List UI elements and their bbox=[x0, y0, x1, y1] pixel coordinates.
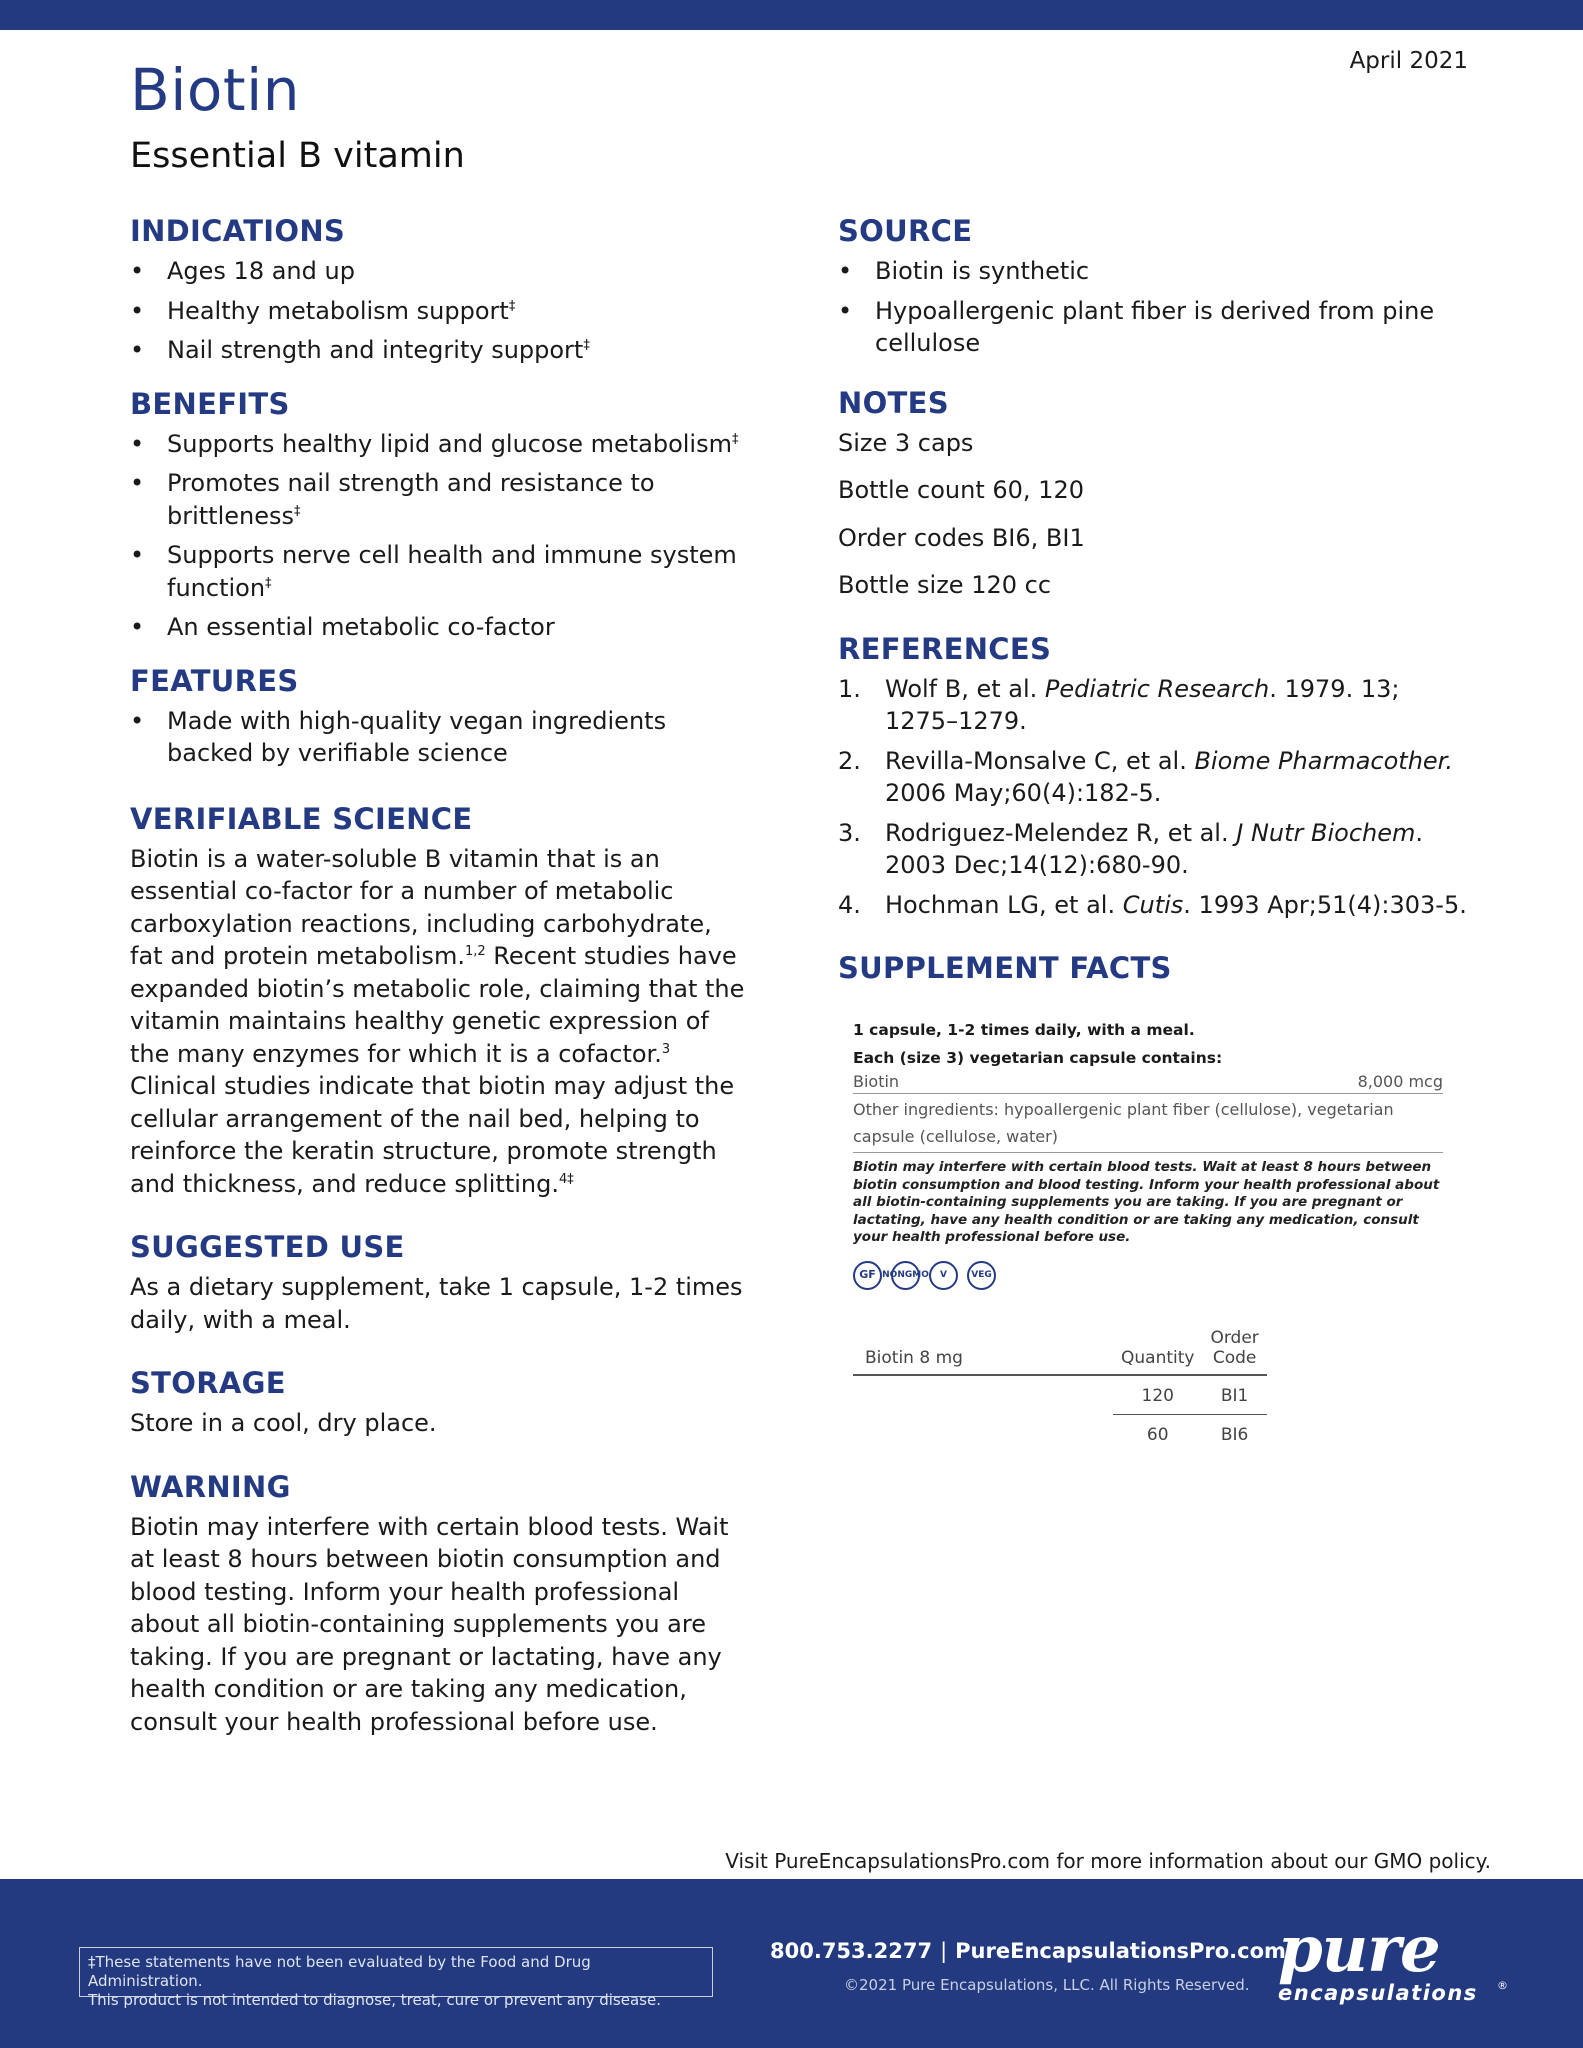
table-row bbox=[853, 1375, 1267, 1415]
list-item: • Promotes nail strength and resistance to brittleness‡ bbox=[130, 467, 748, 532]
product-subtitle: Essential B vitamin bbox=[130, 136, 465, 176]
list-item: • Ages 18 and up bbox=[130, 255, 748, 288]
contact-line: 800.753.2277 | PureEncapsulationsPro.com bbox=[770, 1939, 1286, 1963]
storage-section bbox=[130, 1366, 748, 1440]
table-row bbox=[853, 1414, 1267, 1453]
order-code-table bbox=[853, 1326, 1267, 1453]
warning-text: Biotin may interfere with certain blood tests. Wait at least 8 hours between biotin consumption and blood testing. Inform your health professional about all biotin-containing supplements you are taking. If you are pregnant or lactating, have any health condition or are taking any medication, consult your health professional before use. bbox=[130, 1512, 729, 1736]
certification-badges bbox=[853, 1261, 1443, 1290]
reference-item: 3. Rodriguez-Melendez R, et al. J Nutr Biochem. 2003 Dec;14(12):680-90. bbox=[838, 818, 1424, 879]
reference-item: 2. Revilla-Monsalve C, et al. Biome Pharmacother. 2006 May;60(4):182-5. bbox=[838, 746, 1453, 807]
ingredient-name: Biotin bbox=[853, 1072, 900, 1091]
list-item: • Supports nerve cell health and immune system function‡ bbox=[130, 539, 748, 604]
notes-section bbox=[838, 386, 1468, 602]
logo-wordmark-top: pure bbox=[1278, 1912, 1440, 1987]
notes-line: Bottle size 120 cc bbox=[838, 571, 1052, 599]
storage-text: Store in a cool, dry place. bbox=[130, 1409, 437, 1437]
gmo-policy-note: Visit PureEncapsulationsPro.com for more information about our GMO policy. bbox=[725, 1849, 1491, 1873]
capsule-contents-label: Each (size 3) vegetarian capsule contains: bbox=[853, 1049, 1223, 1067]
list-item: • An essential metabolic co-factor bbox=[130, 611, 748, 644]
verifiable-science-text: Biotin is a water-soluble B vitamin that is an essential co-factor for a number of metabolic carboxylation reactions, including carbohydrate, fat and protein metabolism.$^{1,2}$ Recent studies have expanded biotin’s metabolic role, claiming that the vitamin maintains healthy genetic expression of the many enzymes for which it is a cofactor.$^3$ Clinical studies indicate that biotin may adjust the cellular arrangement of the nail bed, helping to reinforce the keratin structure, promote strength and thickness, and reduce splitting.$^{4\ddagger}$ bbox=[130, 844, 745, 1198]
source-list bbox=[838, 255, 1468, 360]
top-brand-bar bbox=[0, 0, 1583, 30]
registered-mark: ® bbox=[1497, 1979, 1508, 1992]
quantity-cell: 120 bbox=[1113, 1375, 1202, 1415]
order-code-cell: BI6 bbox=[1220, 1424, 1249, 1445]
verifiable-science-section bbox=[130, 802, 748, 1201]
notes-line: Size 3 caps bbox=[838, 428, 974, 457]
right-column bbox=[838, 214, 1468, 1473]
list-item: • Hypoallergenic plant fiber is derived from pine cellulose bbox=[838, 295, 1468, 360]
vegetarian-icon: V bbox=[929, 1261, 958, 1290]
ingredient-row bbox=[853, 1070, 1443, 1094]
benefits-list bbox=[130, 428, 748, 644]
list-item: • Made with high-quality vegan ingredients backed by verifiable science bbox=[130, 705, 748, 770]
ingredient-amount: 8,000 mcg bbox=[1357, 1072, 1443, 1091]
supplement-facts-heading: SUPPLEMENT FACTS bbox=[838, 951, 1172, 985]
verifiable-science-heading: VERIFIABLE SCIENCE bbox=[130, 801, 473, 836]
benefits-section bbox=[130, 387, 748, 644]
reference-item: 1. Wolf B, et al. Pediatric Research. 1979. 13; 1275–1279. bbox=[838, 674, 1400, 735]
logo-wordmark-bottom: encapsulations bbox=[1278, 1981, 1478, 2005]
references-list bbox=[838, 673, 1468, 922]
features-list bbox=[130, 705, 748, 770]
references-heading: REFERENCES bbox=[838, 631, 1052, 666]
gluten-free-icon: GF bbox=[853, 1261, 882, 1290]
warning-heading: WARNING bbox=[130, 1469, 291, 1504]
non-gmo-icon: NON GMO bbox=[891, 1261, 920, 1290]
references-section bbox=[838, 632, 1468, 922]
source-section bbox=[838, 214, 1468, 360]
notes-line: Bottle count 60, 120 bbox=[838, 476, 1084, 504]
copyright: ©2021 Pure Encapsulations, LLC. All Rights Reserved. bbox=[844, 1976, 1250, 1994]
phone-number[interactable]: 800.753.2277 bbox=[770, 1939, 933, 1963]
notes-heading: NOTES bbox=[838, 385, 949, 420]
vegan-icon: VEG bbox=[967, 1261, 996, 1290]
list-item: • Healthy metabolism support‡ bbox=[130, 295, 748, 328]
quantity-cell: 60 bbox=[1146, 1424, 1169, 1445]
warning-section bbox=[130, 1470, 748, 1739]
document-date: April 2021 bbox=[1349, 48, 1468, 74]
list-item: • Nail strength and integrity support‡ bbox=[130, 334, 748, 367]
website-link[interactable]: PureEncapsulationsPro.com bbox=[955, 1939, 1286, 1963]
order-code-cell: BI1 bbox=[1202, 1375, 1266, 1415]
other-ingredients: Other ingredients: hypoallergenic plant fiber (cellulose), vegetarian capsule (cellulose, water) bbox=[853, 1094, 1443, 1153]
indications-heading: INDICATIONS bbox=[130, 214, 346, 248]
features-section bbox=[130, 664, 748, 770]
list-item: • Biotin is synthetic bbox=[838, 255, 1468, 288]
indications-section bbox=[130, 214, 748, 367]
footer bbox=[0, 1879, 1583, 2048]
left-column bbox=[130, 214, 748, 1758]
suggested-use-heading: SUGGESTED USE bbox=[130, 1230, 405, 1264]
list-item: • Supports healthy lipid and glucose metabolism‡ bbox=[130, 428, 748, 461]
serving-instructions: 1 capsule, 1-2 times daily, with a meal. bbox=[853, 1021, 1195, 1039]
product-name-header: Biotin 8 mg bbox=[853, 1326, 1113, 1375]
quantity-header: Quantity bbox=[1113, 1326, 1202, 1375]
fda-disclaimer: ‡These statements have not been evaluated by the Food and Drug Administration. This product is not intended to diagnose, treat, cure or prevent any disease. bbox=[79, 1947, 713, 1997]
suggested-use-text: As a dietary supplement, take 1 capsule, 1-2 times daily, with a meal. bbox=[130, 1273, 743, 1334]
supplement-facts-section bbox=[838, 951, 1468, 1453]
supplement-facts-panel bbox=[853, 1021, 1443, 1453]
indications-list bbox=[130, 255, 748, 367]
order-code-header: Order Code bbox=[1202, 1326, 1266, 1375]
brand-logo bbox=[1278, 1912, 1518, 2005]
notes-line: Order codes BI6, BI1 bbox=[838, 523, 1085, 552]
storage-heading: STORAGE bbox=[130, 1366, 286, 1400]
reference-item: 4. Hochman LG, et al. Cutis. 1993 Apr;51(4):303-5. bbox=[838, 890, 1467, 919]
benefits-heading: BENEFITS bbox=[130, 386, 290, 421]
source-heading: SOURCE bbox=[838, 214, 973, 248]
product-title: Biotin bbox=[130, 56, 301, 124]
facts-warning: Biotin may interfere with certain blood tests. Wait at least 8 hours between biotin consumption and blood testing. Inform your health professional about all biotin-containing supplements you are taking. If you are pregnant or lactating, have any health condition or are taking any medication, consult your health professional before use. bbox=[853, 1159, 1440, 1245]
features-heading: FEATURES bbox=[130, 663, 299, 698]
suggested-use-section bbox=[130, 1230, 748, 1336]
